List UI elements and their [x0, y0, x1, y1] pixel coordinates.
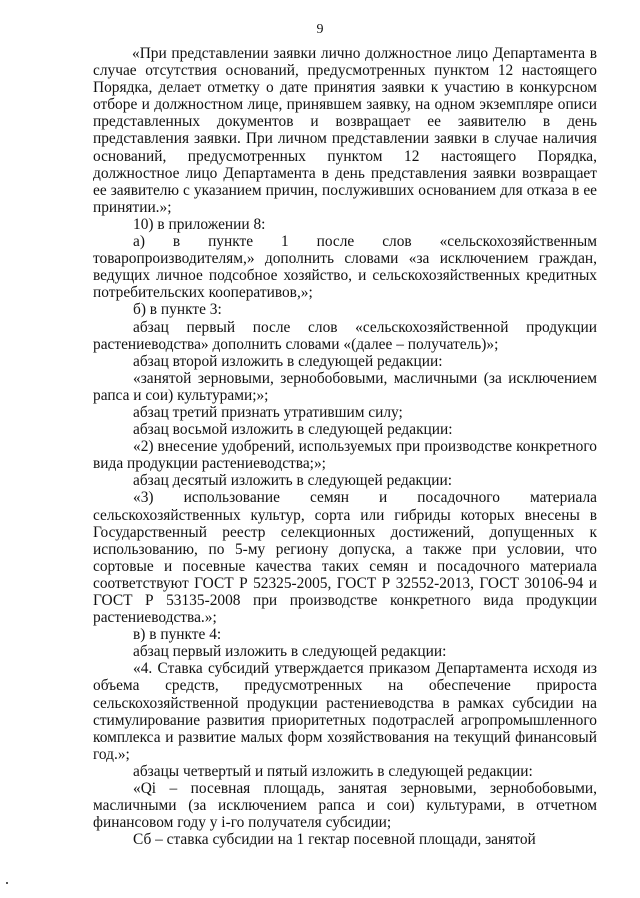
- scan-speck: [6, 882, 8, 884]
- paragraph: абзацы четвертый и пятый изложить в следующей редакции:: [133, 762, 533, 780]
- paragraph: абзац восьмой изложить в следующей редакции:: [133, 421, 453, 439]
- paragraph: абзац второй изложить в следующей редакции:: [133, 352, 443, 370]
- paragraph: «При представлении заявки лично должностное лицо Департамента в случае отсутствия оснований, предусмотренных пунктом 12 настоящего Порядка, делает отметку о дате принятия заявки к участию в конкурсном отборе и должностном лице, принявшем заявку, на одном экземпляре описи представленных документов и возвращает ее заявителю в день представления заявки. При личном представлении заявки в случае наличия оснований, предусмотренных пунктом 12 настоящего Порядка, должностное лицо Департамента в день представления заявки возвращает ее заявителю с указанием причин, послуживших основанием для отказа в ее принятии.»;: [93, 45, 597, 216]
- paragraph: абзац десятый изложить в следующей редакции:: [133, 472, 453, 490]
- paragraph: «3) использование семян и посадочного материала сельскохозяйственных культур, сорта или гибриды которых внесены в Государственный реестр селекционных достижений, допущенных к использованию, по 5-му региону допуска, а также при условии, что сортовые и посевные качества таких семян и посадочного материала соответствуют ГОСТ Р 52325-2005, ГОСТ Р 32552-2013, ГОСТ 30106-94 и ГОСТ Р 53135-2008 при производстве конкретного вида продукции растениеводства.»;: [93, 489, 597, 627]
- paragraph: «2) внесение удобрений, используемых при производстве конкретного вида продукции растениеводства;»;: [93, 438, 597, 473]
- page-number: 9: [316, 22, 324, 37]
- document-body: [93, 45, 597, 848]
- paragraph: б) в пункте 3:: [133, 301, 222, 319]
- paragraph: а) в пункте 1 после слов «сельскохозяйственным товаропроизводителям,» дополнить словами «за исключением граждан, ведущих личное подсобное хозяйство, и сельскохозяйственных кредитных потребительских кооперативов,»;: [93, 233, 597, 302]
- paragraph: в) в пункте 4:: [133, 626, 222, 644]
- paragraph: 10) в приложении 8:: [133, 215, 266, 233]
- paragraph: «Qi – посевная площадь, занятая зерновыми, зернобобовыми, масличными (за исключением рапса и сои) культурами, в отчетном финансовом году у i-го получателя субсидии;: [93, 780, 597, 832]
- paragraph: абзац третий признать утратившим силу;: [133, 403, 403, 421]
- paragraph: «занятой зерновыми, зернобобовыми, масличными (за исключением рапса и сои) культурами;»;: [93, 369, 597, 404]
- paragraph: «4. Ставка субсидий утверждается приказом Департамента исходя из объема средств, предусмотренных на обеспечение прироста сельскохозяйственной продукции растениеводства в рамках субсидии на стимулирование развития приоритетных подотраслей агропромышленного комплекса и развитие малых форм хозяйствования на текущий финансовый год.»;: [93, 660, 597, 763]
- paragraph: абзац первый изложить в следующей редакции:: [133, 643, 447, 661]
- paragraph: Сб – ставка субсидии на 1 гектар посевной площади, занятой: [133, 831, 536, 849]
- paragraph: абзац первый после слов «сельскохозяйственной продукции растениеводства» дополнить словами «(далее – получатель)»;: [93, 318, 597, 353]
